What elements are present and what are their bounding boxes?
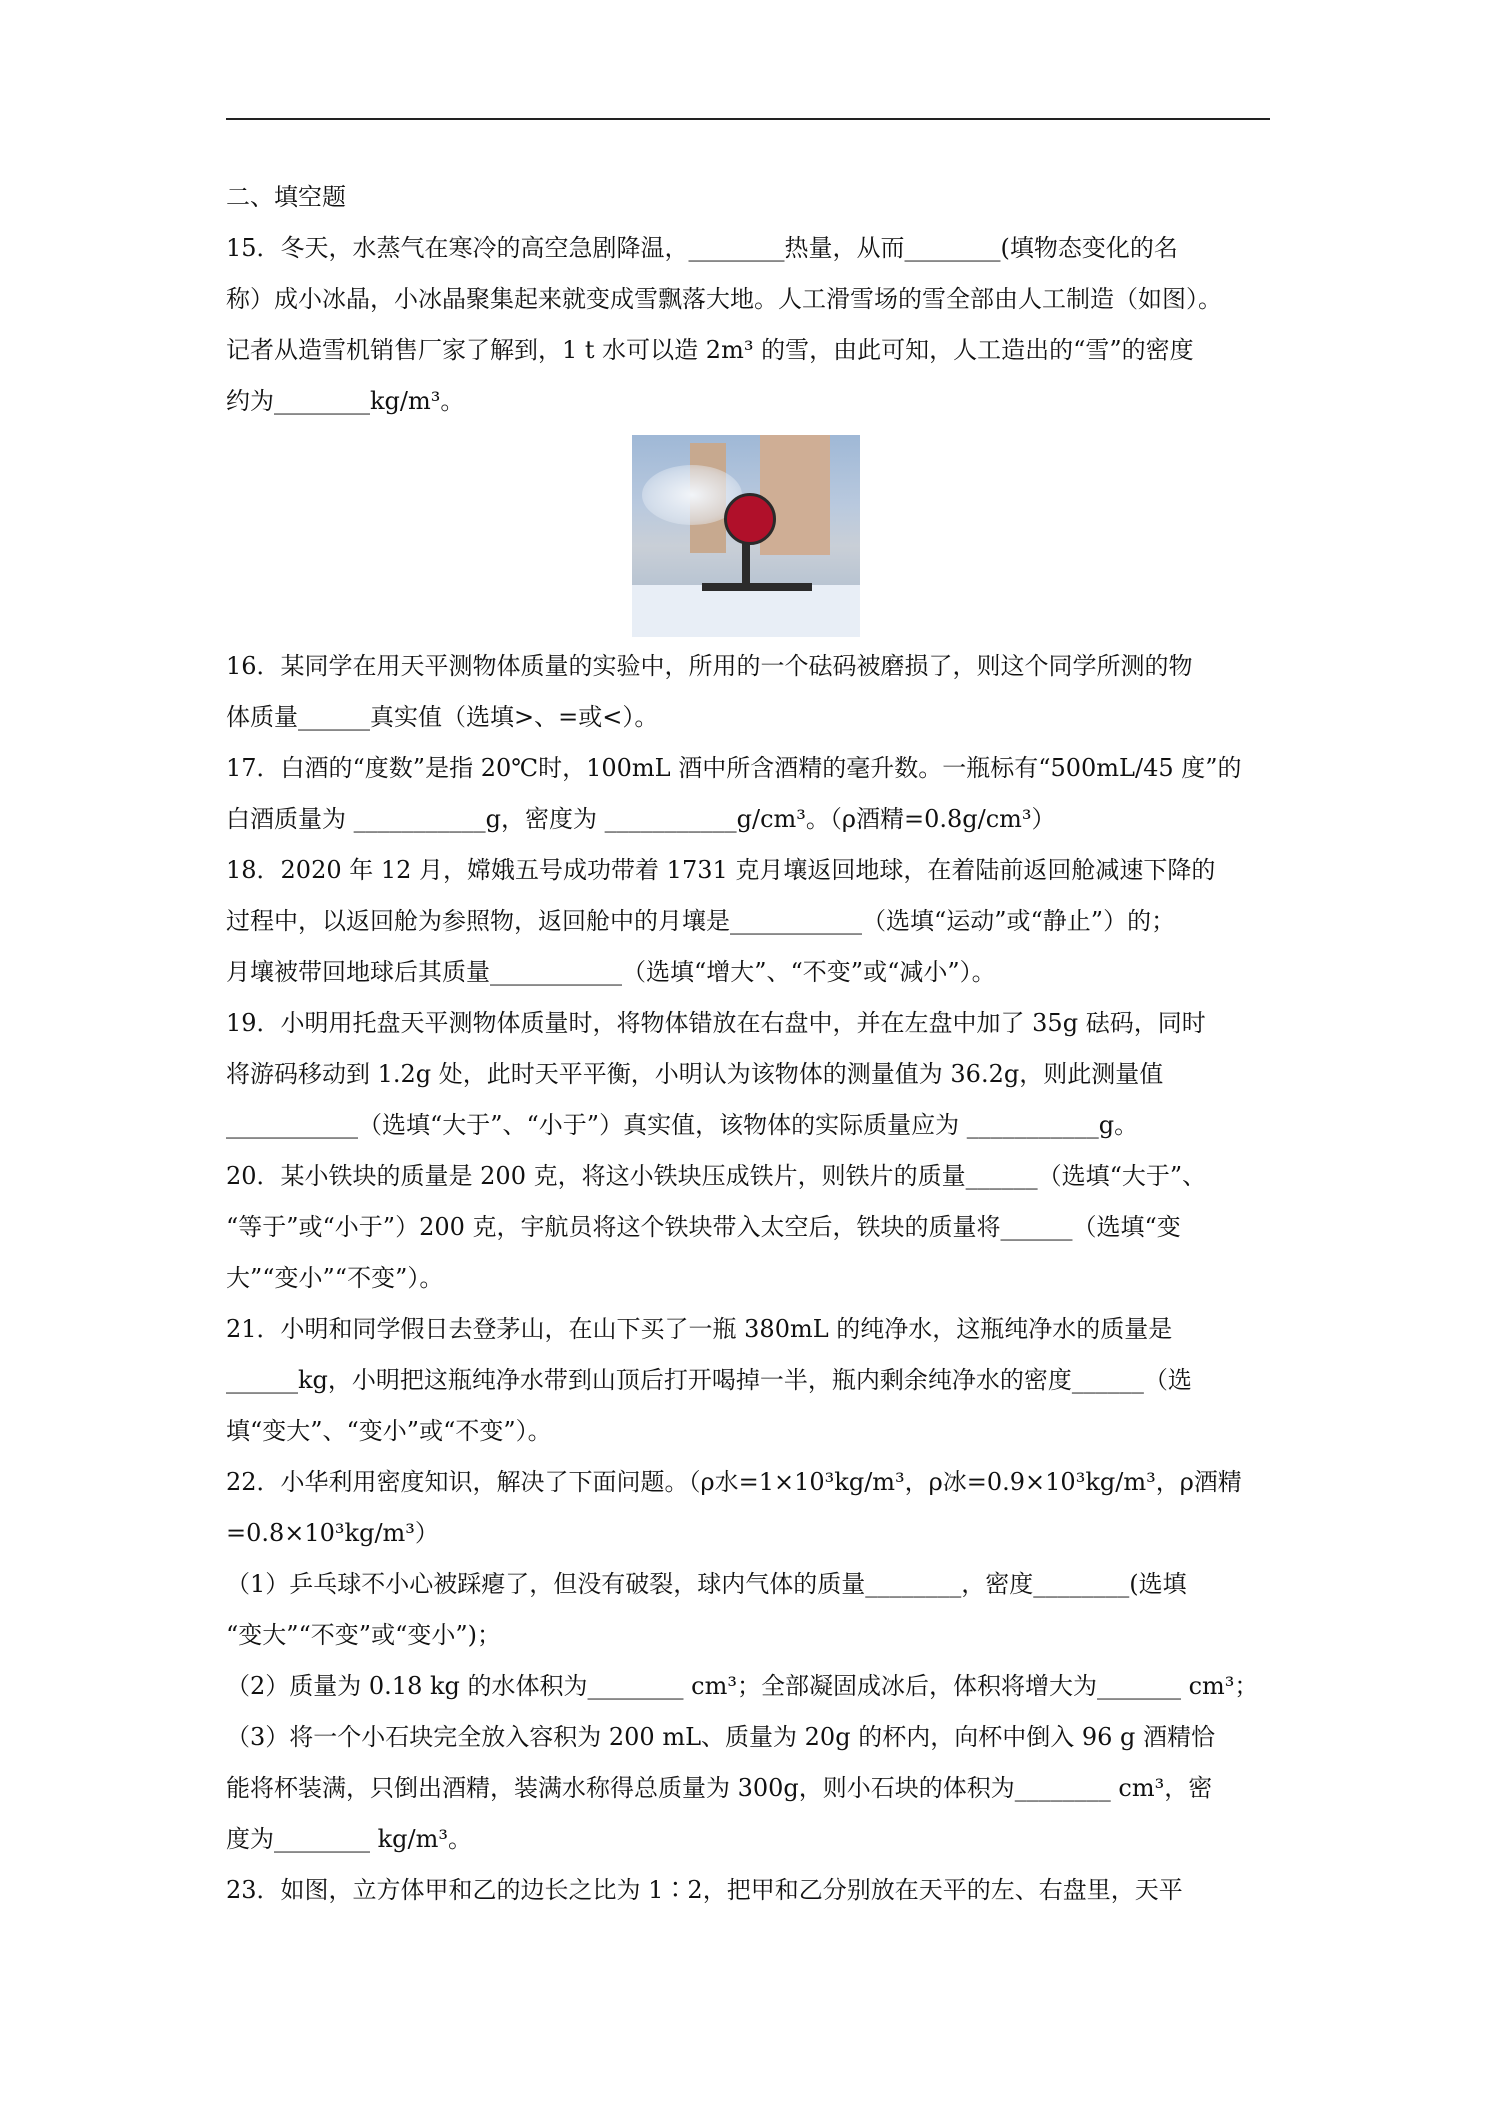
q23-line-1: 23．如图，立方体甲和乙的边长之比为 1∶2，把甲和乙分别放在天平的左、右盘里，天平 [226,1876,1183,1904]
question-16 [226,641,1266,743]
snow-gun [724,493,776,545]
question-18 [226,845,1266,998]
section-title: 二、填空题 [226,183,346,211]
document-body [226,172,1266,1916]
question-21 [226,1304,1266,1457]
question-22 [226,1457,1266,1865]
q15-line-4: 约为________kg/m³。 [226,387,465,415]
q19-line-3: ___________（选填“大于”、“小于”）真实值，该物体的实际质量应为 ___________g。 [226,1111,1139,1139]
machine-base [702,583,812,591]
question-17 [226,743,1266,845]
q22-line-4: “变大”“不变”或“变小”)； [226,1621,501,1649]
machine-stand [742,539,750,587]
question-23 [226,1865,1266,1916]
q22-line-3: （1）乒乓球不小心被踩瘪了，但没有破裂，球内气体的质量________，密度________(选填 [226,1570,1187,1598]
question-20 [226,1151,1266,1304]
q21-line-1: 21．小明和同学假日去登茅山，在山下买了一瓶 380mL 的纯净水，这瓶纯净水的质量是 [226,1315,1173,1343]
q18-line-3: 月壤被带回地球后其质量___________（选填“增大”、“不变”或“减小”）。 [226,958,996,986]
q22-line-2: =0.8×10³kg/m³） [226,1519,439,1547]
q21-line-2: ______kg，小明把这瓶纯净水带到山顶后打开喝掉一半，瓶内剩余纯净水的密度______（选 [226,1366,1192,1394]
q15-line-1: 15．冬天，水蒸气在寒冷的高空急剧降温，________热量，从而________(填物态变化的名 [226,234,1178,262]
q22-line-1: 22．小华利用密度知识，解决了下面问题。（ρ水=1×10³kg/m³，ρ冰=0.9×10³kg/m³，ρ酒精 [226,1468,1242,1496]
q22-line-7: 能将杯装满，只倒出酒精，装满水称得总质量为 300g，则小石块的体积为________ cm³，密 [226,1774,1213,1802]
q17-line-1: 17．白酒的“度数”是指 20℃时，100mL 酒中所含酒精的毫升数。一瓶标有“500mL/45 度”的 [226,754,1242,782]
q18-line-2: 过程中，以返回舱为参照物，返回舱中的月壤是___________（选填“运动”或“静止”）的； [226,907,1176,935]
question-15 [226,223,1266,427]
q15-line-3: 记者从造雪机销售厂家了解到，1 t 水可以造 2m³ 的雪，由此可知，人工造出的“雪”的密度 [226,336,1194,364]
q20-line-2: “等于”或“小于”）200 克，宇航员将这个铁块带入太空后，铁块的质量将______（选填“变 [226,1213,1181,1241]
q22-line-5: （2）质量为 0.18 kg 的水体积为________ cm³；全部凝固成冰后，体积将增大为_______ cm³； [226,1672,1259,1700]
q20-line-3: 大”“变小”“不变”）。 [226,1264,444,1292]
building-right [760,435,830,555]
q22-line-6: （3）将一个小石块完全放入容积为 200 mL、质量为 20g 的杯内，向杯中倒入 96 g 酒精恰 [226,1723,1215,1751]
q16-line-1: 16．某同学在用天平测物体质量的实验中，所用的一个砝码被磨损了，则这个同学所测的物 [226,652,1193,680]
q17-line-2: 白酒质量为 ___________g，密度为 ___________g/cm³。（ρ酒精=0.8g/cm³） [226,805,1056,833]
q21-line-3: 填“变大”、“变小”或“不变”）。 [226,1417,552,1445]
question-19 [226,998,1266,1151]
q18-line-1: 18．2020 年 12 月，嫦娥五号成功带着 1731 克月壤返回地球，在着陆前返回舱减速下降的 [226,856,1216,884]
q15-line-2: 称）成小冰晶，小冰晶聚集起来就变成雪飘落大地。人工滑雪场的雪全部由人工制造（如图）。 [226,285,1222,313]
q19-line-1: 19．小明用托盘天平测物体质量时，将物体错放在右盘中，并在左盘中加了 35g 砝码，同时 [226,1009,1206,1037]
q22-line-8: 度为________ kg/m³。 [226,1825,472,1853]
q16-line-2: 体质量______真实值（选填>、=或<）。 [226,703,659,731]
q20-line-1: 20．某小铁块的质量是 200 克，将这小铁块压成铁片，则铁片的质量______（选填“大于”、 [226,1162,1207,1190]
snow-ground [632,585,860,637]
header-rule [226,118,1270,120]
q19-line-2: 将游码移动到 1.2g 处，此时天平平衡，小明认为该物体的测量值为 36.2g，则此测量值 [226,1060,1164,1088]
snow-machine-photo [632,435,860,637]
